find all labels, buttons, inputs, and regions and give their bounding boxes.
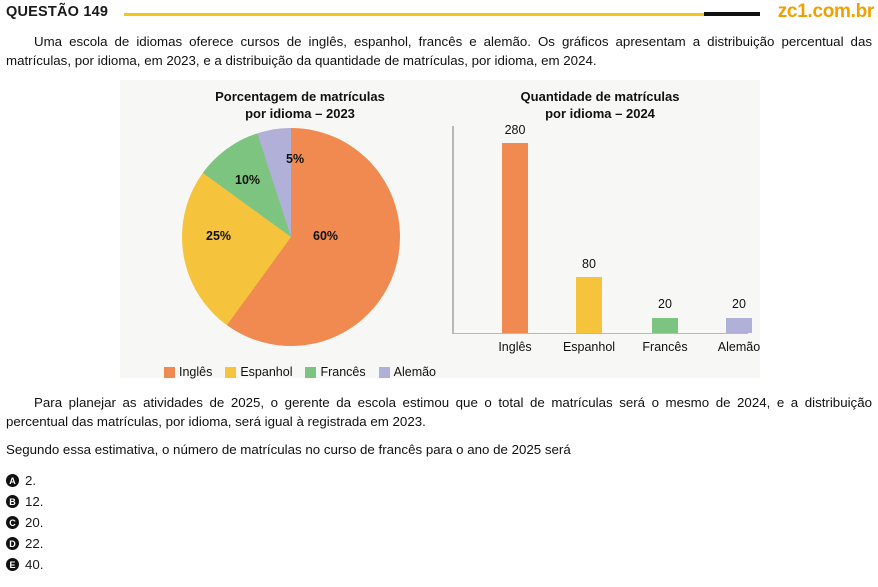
pie-chart [182,128,422,368]
pie-label-frances: 10% [235,173,261,187]
pie-chart-title-line2: por idioma – 2023 [245,106,355,121]
legend-swatch-ingles [164,367,175,378]
bar-category-ingles: Inglês [498,340,532,354]
legend-item-ingles [164,365,212,379]
pie-label-espanhol: 25% [206,229,232,243]
brand-watermark: zc1.com.br [777,1,874,22]
header-rule-black [704,12,760,16]
option-d-bullet: D [6,537,19,550]
bar-espanhol [576,277,602,333]
legend-label-ingles: Inglês [178,365,213,379]
option-a-label: 2. [25,473,37,488]
estimate-paragraph: Para planejar as atividades de 2025, o gerente da escola estimou que o total de matrículas será o mesmo de 2024, e a distribuição percentual das matrículas, por idioma, será igual à registrada em 2023. [6,395,872,429]
option-a[interactable] [6,470,506,491]
page-header [0,0,878,26]
header-rule-yellow [124,13,704,16]
option-d[interactable] [6,533,506,554]
option-b-label: 12. [25,494,44,509]
bar-frances [652,318,678,333]
bar-column-espanhol [552,257,626,354]
bar-chart-title-line1: Quantidade de matrículas [520,89,680,104]
bar-value-espanhol: 80 [582,257,596,271]
legend-swatch-frances [305,367,316,378]
option-e[interactable] [6,554,506,575]
option-c-label: 20. [25,515,44,530]
bar-category-alemao: Alemão [717,340,761,354]
option-b-bullet: B [6,495,19,508]
legend-swatch-espanhol [225,367,236,378]
option-c-bullet: C [6,516,19,529]
bar-column-alemao [702,297,776,354]
pie-label-ingles: 60% [313,229,339,243]
legend-item-alemao [379,365,436,379]
pie-chart-title [140,88,460,122]
option-d-label: 22. [25,536,44,551]
legend-item-espanhol [225,365,292,379]
bar-chart-y-axis [452,126,454,334]
intro-paragraph: Uma escola de idiomas oferece cursos de inglês, espanhol, francês e alemão. Os gráficos apresentam a distribuição percentual das matrículas, por idioma, em 2023, e a distribuição da quantidade de matrículas, por idioma, em 2024. [6,34,872,68]
bar-column-ingles [478,123,552,354]
pie-label-alemao: 5% [286,152,305,166]
bar-value-frances: 20 [658,297,672,311]
option-c[interactable] [6,512,506,533]
bar-chart-title [450,88,750,122]
bar-chart-title-line2: por idioma – 2024 [545,106,655,121]
bar-category-frances: Francês [642,340,688,354]
bar-chart [452,123,761,374]
legend-label-espanhol: Espanhol [240,365,293,379]
bar-value-ingles: 280 [504,123,526,137]
charts-figure [120,80,760,378]
question-number: QUESTÃO 149 [6,4,109,20]
legend-label-frances: Francês [320,365,366,379]
option-e-bullet: E [6,558,19,571]
option-a-bullet: A [6,474,19,487]
bar-column-frances [628,297,702,354]
pie-chart-title-line1: Porcentagem de matrículas [215,89,385,104]
answer-options [6,470,506,575]
legend-label-alemao: Alemão [393,365,437,379]
bar-value-alemao: 20 [732,297,746,311]
bar-ingles [502,143,528,333]
legend-swatch-alemao [379,367,390,378]
pie-legend [140,365,460,379]
option-e-label: 40. [25,557,44,572]
option-b[interactable] [6,491,506,512]
legend-item-frances [305,365,365,379]
question-prompt: Segundo essa estimativa, o número de matrículas no curso de francês para o ano de 2025 será [6,442,571,457]
bar-alemao [726,318,752,333]
bar-category-espanhol: Espanhol [562,340,616,354]
